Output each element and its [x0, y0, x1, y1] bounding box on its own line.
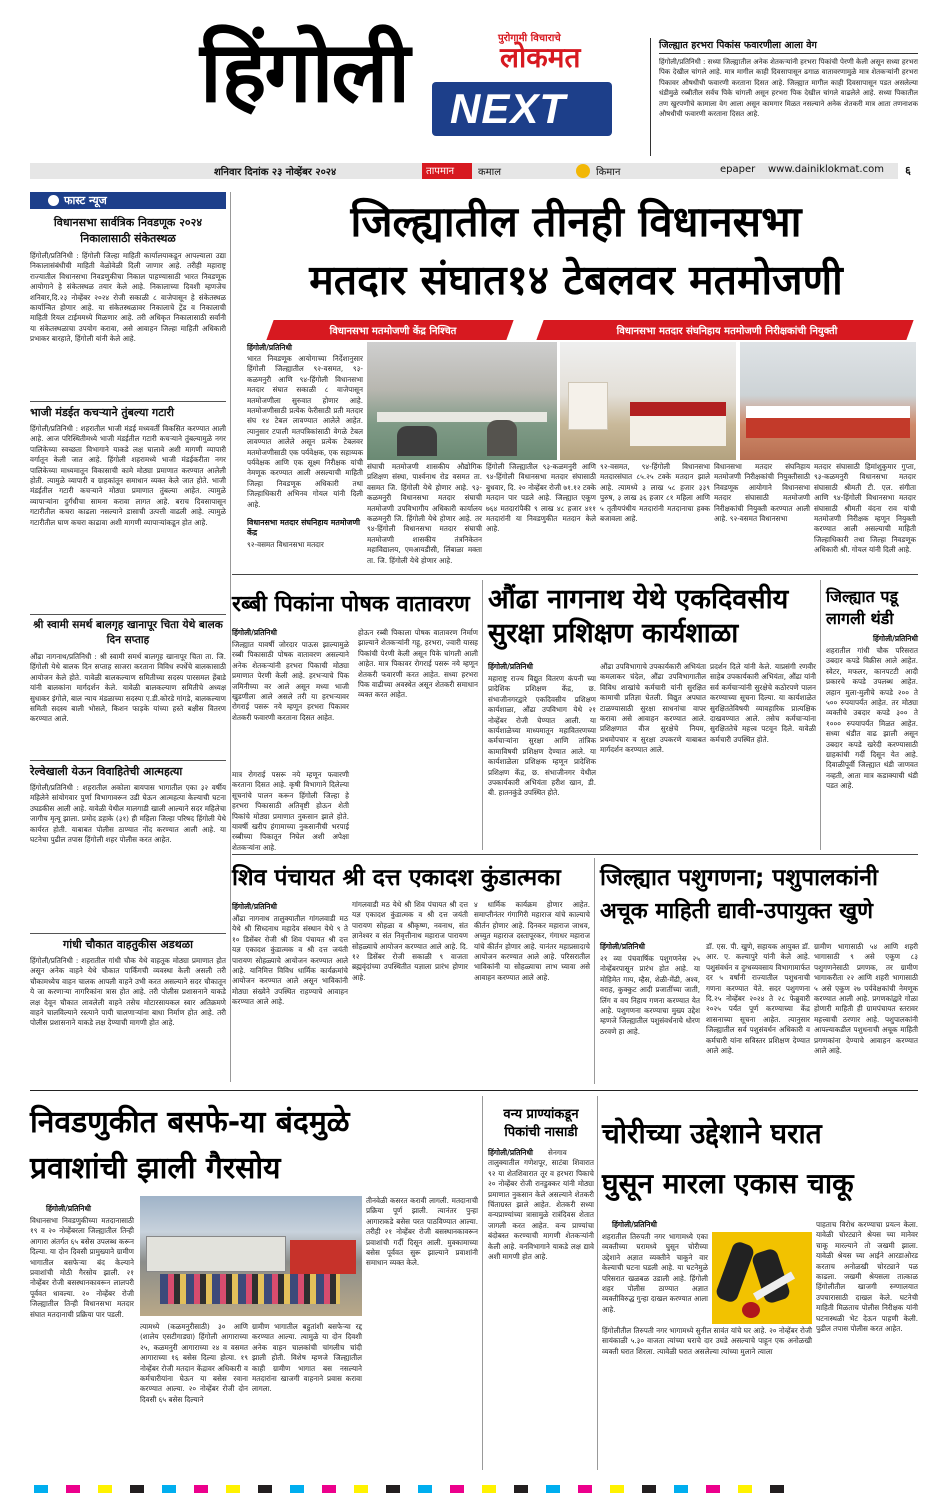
masthead-next-logo: [432, 82, 612, 136]
fast-news-column: [30, 192, 226, 1082]
bus-station-photo: [140, 1196, 362, 1316]
chori-col-1: शहरातील तिरुपती नगर भागामध्ये एका व्यक्तीच्या घरामध्ये घुसून चोरीच्या उद्देशाने अज्ञात व्यक्तीने चाकूने वार केल्याची घटना घडली आहे. या घटनेमुळे परिसरात खळबळ उडाली आहे. हिंगोली शहर पोलीस ठाण्यात अज्ञात व्यक्तीविरुद्ध गुन्हा दाखल करण्यात आला आहे.: [602, 1232, 708, 1314]
aundha-col-1: महाराष्ट्र राज्य विद्युत वितरण कंपनी च्या प्रादेशिक प्रशिक्षण केंद्र, छ. संभाजीनगरद्वारे एकदिवसीय प्रशिक्षण कार्यशाळा, औंढा उपविभाग येथे २१ नोव्हेंबर रोजी घेण्यात आली. या कार्यशाळेच्या माध्यमातून महावितरणच्या कर्मचाऱ्यांना सुरक्षा आणि तांत्रिक कामाविषयी प्रशिक्षण देण्यात आले. या कार्यशाळेला प्रशिक्षक म्हणून प्रादेशिक प्रशिक्षण केंद्र, छ. संभाजीनगर येथील उपकार्यकारी अभियंता हरीश खान, डी. बी. हातनकुंडे उपस्थित होते.: [488, 674, 596, 798]
fast-news-item-title: विधानसभा सार्वत्रिक निवडणूक २०२४ निकालासाठी संकेतस्थळ: [53, 216, 203, 245]
lead-headline-1: जिल्ह्यातील तीनही विधानसभा: [350, 197, 802, 246]
lead-col-4: ९२-वसमत, ९४-हिंगोली विधानसभा मतदारसंघात ८५.२५ टक्के मतदान झाले आहे. त्यामध्ये ३ लाख ५८ हजार ३३९ पुरुष, ३ लाख ३६ हजार ८१ महिला आणि ५ तृतीयपंथीय मतदारांनी मतदानाचा हक्क बजावला आहे.: [600, 462, 710, 524]
lead-col-2: संघाची मतमोजणी शासकीय औद्योगिक प्रशिक्षण संस्था, पार्श्वनाथ रोड वसमत ता. वसमत जि. हिंगोली येथे होणार आहे. ९३-कळमनुरी विधानसभा मतदार संघाची मतमोजणी उपविभागीय अधिकारी कार्यालय कळमनुरी जि. हिंगोली येथे होणार आहे. तर ९४-हिंगोली विधानसभा मतदार संघाची मतमोजणी शासकीय तंत्रनिकेतन महाविद्यालय, एमआयडीसी, लिंबाळा मक्ता ता. जि. हिंगोली येथे होणार आहे.: [367, 462, 482, 565]
column-divider: [820, 580, 821, 850]
aundha-headline-2: सुरक्षा प्रशिक्षण कार्यशाळा: [488, 618, 739, 649]
lead-col-6: मतदार संघासाठी हिमांशुकुमार गुप्ता, ९३-कळमनुरी विधानसभा मतदार संघासाठी श्रीमती टी. एल. संगीता आणि ९४-हिंगोली विधानसभा मतदार संघासाठी श्रीमती वंदना राव यांची मतमोजणी निरीक्षक म्हणून नियुक्ती करण्यात आली असल्याची माहिती जिल्हाधिकारी तथा जिल्हा निवडणूक अधिकारी श्री. गोयल यांनी दिली आहे.: [814, 462, 916, 555]
temp-min-label: किमान: [596, 167, 621, 178]
rabbi-byline: हिंगोली/प्रतिनिधी: [232, 628, 278, 637]
knife-crime-illustration: [712, 1232, 812, 1324]
lead-col-1: भारत निवडणूक आयोगाच्या निर्देशानुसार हिंगोली जिल्ह्यातील ९२-वसमत, ९३-कळमनुरी आणि ९४-हिंगोली विधानसभा मतदार संघात सकाळी ८ वाजेपासून मतमोजणीला सुरुवात होणार आहे. मतमोजणीसाठी प्रत्येक फेरीसाठी प्रती मतदार संघ १४ टेबल लावण्यात आलेले आहेत. त्यानुसार टपाली मतपत्रिकांसाठी वेगळे टेबल लावण्यात आलेले असून प्रत्येक टेबलवर मतमोजणीसाठी एक पर्यवेक्षक, एक सहाय्यक पर्यवेक्षक आणि एक सूक्ष्म निरीक्षक यांची नेमणूक करण्यात आली असल्याची माहिती जिल्हा निवडणूक अधिकारी तथा जिल्हाधिकारी अभिनव गोयल यांनी दिली आहे.: [247, 354, 363, 509]
bus-col-3: ग्रामीण भागातील बहुतांशी बसफेऱ्या रद्द करण्यात आल्या. त्यामुळे या दोन दिवशी अनेक वाहन चालकांची चांगलीच चांदी झाली होती. विशेष म्हणजे जिल्ह्यातील काही ग्रामीण भागात बस नसल्याने मतदारांना खाजगी वाहनाने प्रवास करावा लागला.: [252, 1322, 362, 1394]
counting-hall-photo-2: [560, 342, 736, 460]
bus-col-4: तीनवेळी कसरत करावी लागली. मतदानाची प्रक्रिया पूर्ण झाली. त्यानंतर पुन्हा आगाराकडे बसेस परत पाठविण्यात आल्या. तरीही २१ नोव्हेंबर रोजी बसस्थानकावरून प्रवाशांची गर्दी दिसून आली. मुक्कामाच्या बसेस पूर्ववत सुरू झाल्याने प्रवाशांनी समाधान व्यक्त केले.: [366, 1196, 478, 1268]
fast-news-label-text: फास्ट न्यूज: [64, 194, 107, 207]
vanya-headline-2: पिकांची नासाडी: [504, 1125, 578, 1140]
print-registration-bar: [34, 1478, 918, 1488]
temp-label: तापमान: [422, 163, 472, 179]
masthead-title: हिंगोली: [200, 23, 409, 121]
chori-col-2: पाहताच विरोध करण्याचा प्रयत्न केला. यावेळी चोरट्याने श्रेयस च्या मानेवर चाकू मारल्याने तो जखमी झाला. यावेळी श्रेयस च्या आईने आरडाओरड करताच अनोळखी चोरट्याने पळ काढला. जखमी श्रेयसला तात्काळ हिंगोलीतील खाजगी रुग्णालयात उपचारासाठी दाखल केले. घटनेची माहिती मिळताच पोलीस निरीक्षक यांनी घटनास्थळी भेट देऊन पाहणी केली. पुढील तपास पोलीस करत आहेत.: [816, 1220, 918, 1334]
rabbi-headline: रब्बी पिकांना पोषक वातावरण: [232, 592, 470, 617]
lead-col-5-text: विधानसभा मतदार संघनिहाय मतमोजणी निरीक्षकांची नियुक्तीसाठी निवडणूक आयोगाने विधानसभा मतदार संघासाठी मतमोजणी निरीक्षकांची नियुक्ती करण्यात आली आहे. ९२-वसमत विधानसभा: [714, 462, 810, 524]
fast-news-item-title: गांधी चौकात वाहतुकीस अडथळा: [30, 933, 226, 952]
epaper-label: epaper: [720, 164, 756, 175]
aundha-col-3: प्रदर्शन दिले यांनी केले. याप्रसंगी रणवीर साहेब उपकार्यकारी अभियंता, औंढा यांनी सर्व कर्मचाऱ्यांनी सुरक्षेचे कठोरपणे पालन करण्याच्या सूचना दिल्या. या कार्यशाळेत सुरक्षिततेविषयी व्यावहारिक प्रात्यक्षिक दाखवण्यात आले. तसेच कर्मचाऱ्यांना सुरक्षिततेचे महत्त्व पटवून दिले. यावेळी कर्मचारी उपस्थित होते.: [710, 662, 816, 744]
chori-col-3: हिंगोलीतील तिरुपती नगर भागामध्ये सुनील सावंत यांचे घर आहे. २० नोव्हेंबर रोजी सायंकाळी ५.३० वाजता त्यांच्या घराचे दार उघडे असल्याचे पाहून एक अनोळखी व्यक्ती घरात शिरला. त्यावेळी घरात असलेल्या त्यांच्या मुलाने त्याला: [602, 1326, 812, 1356]
vanya-byline: हिंगोली/प्रतिनिधी: [488, 1148, 534, 1157]
thandi-body: शहरातील गांधी चौक परिसरात उबदार कपडे विक्रीस आले आहेत. स्वेटर, मफलर, कानपटटी आदी प्रकारचे कपडे उपलब्ध आहेत. लहान मुला-मुलीचे कपडे २०० ते ५०० रुपयापर्यंत आहेत. तर मोठ्या व्यक्तीचे उबदार कपडे ३०० ते १००० रुपयापर्यंत मिळत आहेत. सध्या थंडीत वाढ झाली असून उबदार कपडे खरेदी करण्यासाठी ग्राहकांची गर्दी दिसून येत आहे. दिवाळीपूर्वी जिल्ह्यात थंडी जाणवत नव्हती, आता मात्र कडाक्याची थंडी पडत आहे.: [826, 646, 918, 791]
vanya-headline-1: वन्य प्राण्यांकडून: [503, 1107, 579, 1122]
shiv-byline: हिंगोली/प्रतिनिधी: [232, 902, 278, 911]
column-divider: [597, 1096, 598, 1470]
aundha-headline-1: औंढा नागनाथ येथे एकदिवसीय: [488, 584, 789, 615]
next-text: NEXT: [450, 85, 567, 132]
rabbi-col-1: जिल्ह्यात यावर्षी जोरदार पाऊस झाल्यामुळे रब्बी पिकासाठी पोषक वातावरण असल्याने अनेक शेतकऱ्यांनी हरभरा पिकाची मोठ्या प्रमाणात पेरणी केली आहे. हरभऱ्याचे पिक जमिनीच्या वर आले असून मध्या भाजी खुडणीला आले असले तरी या हरभऱ्यावर रोगराई पसरू नये म्हणून हरभरा पिकावर शेतकरी फवारणी करताना दिसत आहेत.: [232, 640, 349, 722]
lead-headline-2: मतदार संघात१४ टेबलवर मतमोजणी: [309, 256, 843, 304]
epaper-url[interactable]: www.dainiklokmat.com: [768, 164, 884, 175]
chori-byline: हिंगोली/प्रतिनिधी: [612, 1220, 658, 1229]
rabbi-col-2: मात्र रोगराई पसरू नये म्हणून फवारणी करताना दिसत आहे. कृषी विभागाने दिलेल्या सूचनांचे पालन करून हिंगोली जिल्हा हे हरभरा पिकासाठी अतिवृष्टी होऊन शेती पिकांचे मोठ्या प्रमाणात नुकसान झाले होते. यावर्षी खरीप हंगामाच्या नुकसानीची भरपाई रब्बीच्या पिकातून निघेल अशी अपेक्षा शेतकऱ्यांना आहे.: [232, 770, 349, 852]
date-text: शनिवार दिनांक २३ नोव्हेंबर २०२४: [214, 167, 337, 178]
bus-headline-1: निवडणुकीत बसफे-या बंदमुळे: [30, 1105, 350, 1140]
thandi-byline: हिंगोली/प्रतिनिधी: [872, 634, 918, 643]
fast-news-item-title: भाजी मंडईत कचऱ्याने तुंबल्या गटारी: [30, 401, 226, 420]
thandi-headline: जिल्ह्यात पडू लागली थंडी: [826, 587, 898, 628]
shiv-headline: शिव पंचायत श्री दत्त एकादश कुंडात्मका: [232, 865, 561, 891]
pashu-byline: हिंगोली/प्रतिनिधी: [600, 942, 646, 951]
shiv-col-1: औंढा नागनाथ तालुक्यातील गांगलवाडी मठ येथे श्री सिध्दनाथ महादेव संस्थान येथे ९ ते १० डिसेंबर रोजी श्री शिव पंचायत श्री दत्त यज्ञ एकादश कुंडात्मक व श्री दत्त जयंती पारायण सोहळ्याचे आयोजन करण्यात आले आहे. यानिमित्त विविध धार्मिक कार्यक्रमांचे आयोजन करण्यात आले असून भाविकांनी मोठ्या संख्येने उपस्थित राहण्याचे आवाहन करण्यात आले आहे.: [232, 914, 348, 1007]
masthead-tagline: पुरोगामी विचाराचे: [498, 33, 561, 44]
column-divider: [594, 858, 595, 1084]
fast-news-item-body: हिंगोली/प्रतिनिधी : शहरातील अकोला बायपास भागातील एका ३२ वर्षीय महिलेने सांयोगवार पुर्णा विभागावरून उडी घेऊन आत्महत्या केल्याची घटना उघडकीस आली आहे. यावेळी येथील मालगाडी खाली आल्याने सदर महिलेचा जागीच मृत्यू झाला. प्रमोद डहाके (३१) ही महिला जिल्हा परिषद हिंगोली येथे कार्यरत होती. याबाबत पोलीस ठाण्यात नोंद करण्यात आली आहे. या घटनेचा पुढील तपास हिंगोली शहर पोलीस करत आहेत.: [30, 783, 226, 845]
fast-news-item-title: श्री स्वामी समर्थ बालगृह खानापूर चिता येथे बालक दिन सप्ताह: [30, 614, 226, 648]
lead-byline: हिंगोली/प्रतिनिधी: [247, 343, 293, 352]
pashu-headline-2: अचूक माहिती द्यावी-उपायुक्त खुणे: [600, 899, 873, 924]
fast-news-item-body: औंढा नागनाथ/प्रतिनिधी : श्री स्वामी समर्थ बालगृह खानापूर चिता ता. जि. हिंगोली येथे बालक दिन सप्ताह साजरा करताना विविध स्पर्धेचे बालकासाठी आयोजन केले होते. यावेळी बालकल्याण समितीच्या सदस्य पारसमल हेंबाडे यांनी बालकांना मार्गदर्शन केले. यावेळी बालकल्याण समितीचे अध्यक्ष सुधाकर इंगोले, बाल न्याय मंडळाच्या सदस्या ए.डी.कोरडे गांगडे, बालकल्याण समिती सदस्य बाली भोसले, किशन फाड़के यांच्या हस्ते बक्षीस वितरण करण्यात आले.: [30, 652, 226, 724]
section-divider: [232, 854, 918, 855]
shiv-col-2: गांगलवाडी मठ येथे श्री शिव पंचायत श्री दत्त यज्ञ एकादश कुंडात्मक व श्री दत्त जयंती पारायण सोहळा व श्रीकृष्ण, नवनाथ, संत ज्ञानेश्वर व संत निवृत्तीनाथ महाराज पारायण सोहळ्याचे आयोजन करण्यात आले आहे. दि. १२ डिसेंबर रोजी सकाळी ९ वाजता ब्रह्मवृंदांच्या उपस्थितीत यज्ञाला प्रारंभ होणार आहे.: [352, 900, 468, 982]
lead-ribbon-left-text: विधानसभा मतमोजणी केंद्र निश्चित: [329, 326, 457, 337]
ear-body: हिंगोली/प्रतिनिधी : सध्या जिल्ह्यातील अनेक शेतकऱ्यांनी हरभरा पिकांची पेरणी केली असून सध्या हरभरा पिक देखील चांगले आहे. मात्र मागील काही दिवसापासून ढगाळ वातावरणामुळे मात्र शेतकऱ्यांनी हरभरा पिकावर औषधीची फवारणी करताना दिसत आहे. जिल्ह्यात मागील काही दिवसापासून पडत असलेल्या धंडीमुळे रब्बीतील सर्वच पिके चांगली असून हरभरा पिक देखील चांगले वाढलेले आहे. सध्या पिकातील तण खुरपणीचे कामाला वेग आला असून कामगार मिळत नसल्याने अनेक शेतकरी मात्र आता तणनाशक औषधीची फवारणी करताना दिसत आहे.: [659, 58, 918, 119]
counting-hall-photo-3: [740, 342, 916, 460]
bus-col-2: त्यामध्ये (कळमनुरीसाठी) ३० आणि (शालेय एसटीगाड्या) हिंगोली आगाराच्या २५, कळमनुरी आगाराच्या २४ व वसमत आगाराच्या १६ बसेस दिल्या होत्या. १९ नोव्हेंबर रोजी मतदान केंद्रावर अधिकारी व कर्मचारीयांना घेऊन या बसेस रवाना करण्यात आल्या. २० नोव्हेंबर रोजी दोन दिवसी ६५ बसेस दिल्याने: [140, 1322, 248, 1404]
pashu-col-3: ग्रामीण भागासाठी ५४ आणि शहरी भागासाठी ९ असे एकूण ८३ पशुगणनेसाठी प्रगणक, तर ग्रामीण भागाकरीता २२ आणि शहरी भागासाठी ५ असे एकूण २७ पर्यवेक्षकांची नेमणूक करण्यात आली आहे. प्रगणकांद्वारे गोळा होणारी माहिती ही ग्रामपंचायत स्तरावर महत्त्वाची ठरणार आहे. पशुपालकांनी आपल्याकडील पशुधनाची अचूक माहिती प्रगणकांना देण्याचे आवाहन करण्यात आले आहे.: [814, 942, 918, 1056]
bus-byline: हिंगोली/प्रतिनिधी: [46, 1204, 92, 1213]
vanya-body: सेनगाव तालुक्यातील गणेशपूर, साटंबा शिवारात ९२ या शेतशिवारात तूर व हरभरा पिकाचे २० नोव्हेंबर रोजी रानडुक्कर यांनी मोठ्या प्रमाणात नुकसान केले असल्याने शेतकरी चिंताग्रस्त झाले आहेत. शेतकरी सध्या वन्यप्राण्यांच्या त्रासामुळे रात्रंदिवस शेतात जागली करत आहेत. वन्य प्राण्यांचा बंदोबस्त करण्याची मागणी शेतकऱ्यांनी केली आहे. वनविभागाने याकडे लक्ष द्यावे अशी मागणी होत आहे.: [488, 1148, 594, 1262]
fast-news-item-title: रेल्वेखाली येऊन विवाहितेची आत्महत्या: [30, 760, 226, 779]
counting-hall-photo-1: [367, 342, 557, 460]
lead-subhead: विधानसभा मतदार संघनिहाय मतमोजणी केंद्र: [247, 518, 361, 537]
column-divider: [482, 580, 483, 850]
fast-news-icon: [48, 195, 59, 206]
temp-max-label: कमाल: [478, 167, 502, 178]
ear-title: जिल्ह्यात हरभरा पिकांस फवारणीला आला वेग: [659, 38, 918, 54]
masthead-brand: लोकमत: [500, 41, 581, 74]
bus-headline-2: प्रवाशांची झाली गैरसोय: [30, 1151, 281, 1186]
fast-news-item-body: हिंगोली/प्रतिनिधी : शहरातील गांधी चौक येथे वाहतूक मोठ्या प्रमाणात होत असून अनेक वाहने येथे चौकात पार्किंगची व्यवस्था केली असली तरी चौकामध्येच वाहन चालक आपली वाहने उभी करत असल्याने सदर चौकातून ये जा करणाऱ्या नागरिकांना त्रास होत आहे. तरी पोलीस प्रशासनाने याकडे लक्ष देवून चौकात लावलेली वाहने तसेच मोटारसायकल स्वार अतिक्रमणे वाहने चालविल्याने रस्त्याने पायी चालणाऱ्यांना बाधा निर्माण होत आहे. तरी पोलीस प्रशासनाने याकडे लक्ष देण्याची मागणी होत आहे.: [30, 956, 226, 1028]
lead-ribbon-right-text: विधानसभा मतदार संघनिहाय मतमोजणी निरीक्षकांची नियुक्ती: [616, 326, 838, 337]
aundha-byline: हिंगोली/प्रतिनिधी: [488, 662, 534, 671]
column-divider: [482, 1096, 483, 1470]
rabbi-col-3-text: होऊन रब्बी पिकाला पोषक वातावरण निर्माण झाल्याने शेतकऱ्यांनी गहू, हरभरा, ज्वारी यासह पिकांची पेरणी केली असून पिके चांगली आली आहेत. मात्र पिकावर रोगराई पसरू नये म्हणून शेतकरी फवारणी करत आहेत. सध्या हरभरा पिक वाढीच्या अवस्थेत असून शेतकरी समाधान व्यक्त करत आहेत.: [358, 628, 478, 700]
aundha-col-2: औंढा उपविभागाचे उपकार्यकारी अभियंता कमलाकर चंदेल, औंढा उपविभागातील विविध शाखांचे कर्मचारी यांनी सुरक्षित कामाची प्रतिज्ञा घेतली. विद्युत अपघात टाळण्यासाठी सुरक्षा साधनांचा वापर करावा असे आवाहन करण्यात आले. प्रशिक्षणात वीज सुरक्षेचे नियम, प्रथमोपचार व सुरक्षा उपकरणे याबाबत मार्गदर्शन करण्यात आले.: [600, 662, 706, 755]
bus-col-1: विधानसभा निवडणुकीच्या मतदानासाठी १९ व २० नोव्हेंबरला जिल्ह्यातील तिन्ही आगारा अंतर्गत ६५ बसेस उपलब्ध करून दिल्या. या दोन दिवसी प्रामुख्याने ग्रामीण भागातील बसफेऱ्या बंद केल्याने प्रवाशांची मोठी गैरसोय झाली. २१ नोव्हेंबर रोजी बसस्थानकावरून लालपरी पूर्ववत धावल्या. २० नोव्हेंबर रोजी जिल्ह्यातील तिन्ही विधानसभा मतदार संघात मतदानाची प्रक्रिया पार पडली.: [30, 1216, 134, 1319]
lead-col-1b: ९२-वसमत विधानसभा मतदार: [247, 540, 324, 549]
fast-news-item-body: हिंगोली/प्रतिनिधी : हिंगोली जिल्हा माहिती कार्यालयाकडून आपल्याला उद्या निकालासंबंधीची माहिती वेळोवेळी दिली जाणार आहे. तरीही महाराष्ट्र राज्यातील विधानसभा निवडणुकीचा निकाल पाहण्यासाठी भारत निवडणूक आयोगाने हे संकेतस्थळ तयार केले आहे. निकालाच्या दिवशी म्हणजेच शनिवार,दि.२३ नोव्हेंबर २०२४ रोजी सकाळी ८ वाजेपासून हे संकेतस्थळ कार्यान्वित होणार आहे. या संकेतस्थळावर निकालाचे ट्रेंड व निकालाची माहिती रियल टाईममध्ये मिळणार आहे. तरी अधिकृत निकालासाठी सर्वांनी या संकेतस्थळाचा उपयोग करावा, असे आवाहन जिल्हा माहिती अधिकारी प्रभाकर बारहाते, हिंगोली यांनी केले आहे.: [30, 251, 226, 344]
date-bar: [30, 163, 918, 179]
pashu-headline-1: जिल्ह्यात पशुगणना; पशुपालकांनी: [600, 865, 878, 891]
chori-headline-2: घुसून मारला एकास चाकू: [602, 1167, 854, 1200]
column-divider: [230, 192, 231, 1082]
pashu-col-1: २१ व्या पंचवार्षिक पशुगणनेस २५ नोव्हेंबरपासून प्रारंभ होत आहे. या मोहिमेत गाय, म्हैस, शेळी-मेंढी, अश्व, वराह, कुक्कुट आदी प्रजातींच्या जाती, लिंग व वय निहाय गणना करण्यात येत आहे. पशुगणना करण्याचा मुख्य उद्देश म्हणजे जिल्ह्यातील पशुसंवर्धनाचे धोरण ठरवणे हा आहे.: [600, 954, 700, 1036]
sun-icon: [576, 164, 590, 178]
lead-col-3: हिंगोली जिल्ह्यातील ९३-कळमनुरी आणि ९४-हिंगोली विधानसभा मतदार संघासाठी बुधवार, दि. २० नोव्हेंबर रोजी ७१.१२ टक्के मतदान पार पडले आहे. जिल्ह्यात एकूण ७६४ मतदारांपैकी ९ लाख ४८ हजार ४११ मतदारांनी या निवडणुकीत मतदान केले आहे.: [486, 462, 596, 534]
fast-news-label: [30, 192, 226, 209]
chori-headline-1: चोरीच्या उद्देशाने घरात: [602, 1117, 822, 1150]
fast-news-item-body: हिंगोली/प्रतिनिधी : शहरातील भाजी मंडई मध्यवर्ती विकसित करण्यात आली आहे. आज परिस्थितीमध्ये भाजी मंडईतील गटारी कचऱ्याने तुंबल्यामुळे नगर पालिकेच्या स्वच्छता विभागाने याकडे लक्ष घालावे अशी मागणी व्यापारी वर्गातून केली जात आहे. हिंगोली शहरामध्ये भाजी मंडईकरीता नगर पालिकेच्या माध्यमातून विकासाची कामे मोठ्या प्रमाणात करण्यात आलेली होती. त्यामुळे व्यापारी व ग्राहकांतून समाधान व्यक्त केले जात होते. भाजी मंडईतील गटारी कचऱ्याने मोठ्या प्रमाणात तुंबल्या आहेत. त्यामुळे व्यापाऱ्यांना दुर्गंधीचा सामना करावा लागत आहे. बराच दिवसापासून गटारीतील कचरा काढला नसल्याने डासाची उत्पत्ती वाढली आहे. त्यामुळे गटारीतील घाण कचरा काढावा अशी मागणी व्यापाऱ्यांकडून होत आहे.: [30, 424, 226, 527]
shiv-col-3: ४ धार्मिक कार्यक्रम होणार आहेत. समाप्तीनंतर गंगागिरी महाराज यांचे काल्याचे कीर्तन होणार आहे. दिनकर महाराज जाधव, अच्युत महाराज दस्तापूरकर, गंगाधर महाराज यांचे कीर्तन होणार आहे. यानंतर महाप्रसादाचे आयोजन करण्यात आले आहे. परिसरातील भाविकांनी या सोहळ्याचा लाभ घ्यावा असे आवाहन करण्यात आले आहे.: [474, 900, 590, 982]
ear-box: [650, 38, 918, 156]
pashu-col-2: डॉ. एस. पी. खुणे, सहायक आयुक्त डॉ. आर. ए. कल्यापुरे यांनी केले आहे. पशुसंवर्धन व दुग्धव्यवसाय विभागामार्फत दर ५ वर्षांनी राज्यातील पशुधनाची गणना करण्यात येते. सदर पशुगणना दि.२५ नोव्हेंबर २०२४ ते २८ फेब्रुवारी २०२५ पर्यंत पूर्ण करण्याच्या केंद्र शासनाच्या सूचना आहेत. त्यानुसार जिल्ह्यातील सर्व पशुसंवर्धन अधिकारी व कर्मचारी यांना सविस्तर प्रशिक्षण देण्यात आले आहे.: [706, 942, 810, 1056]
section-divider: [232, 574, 918, 575]
section-divider: [30, 1090, 918, 1091]
page-number: ६: [898, 163, 918, 179]
